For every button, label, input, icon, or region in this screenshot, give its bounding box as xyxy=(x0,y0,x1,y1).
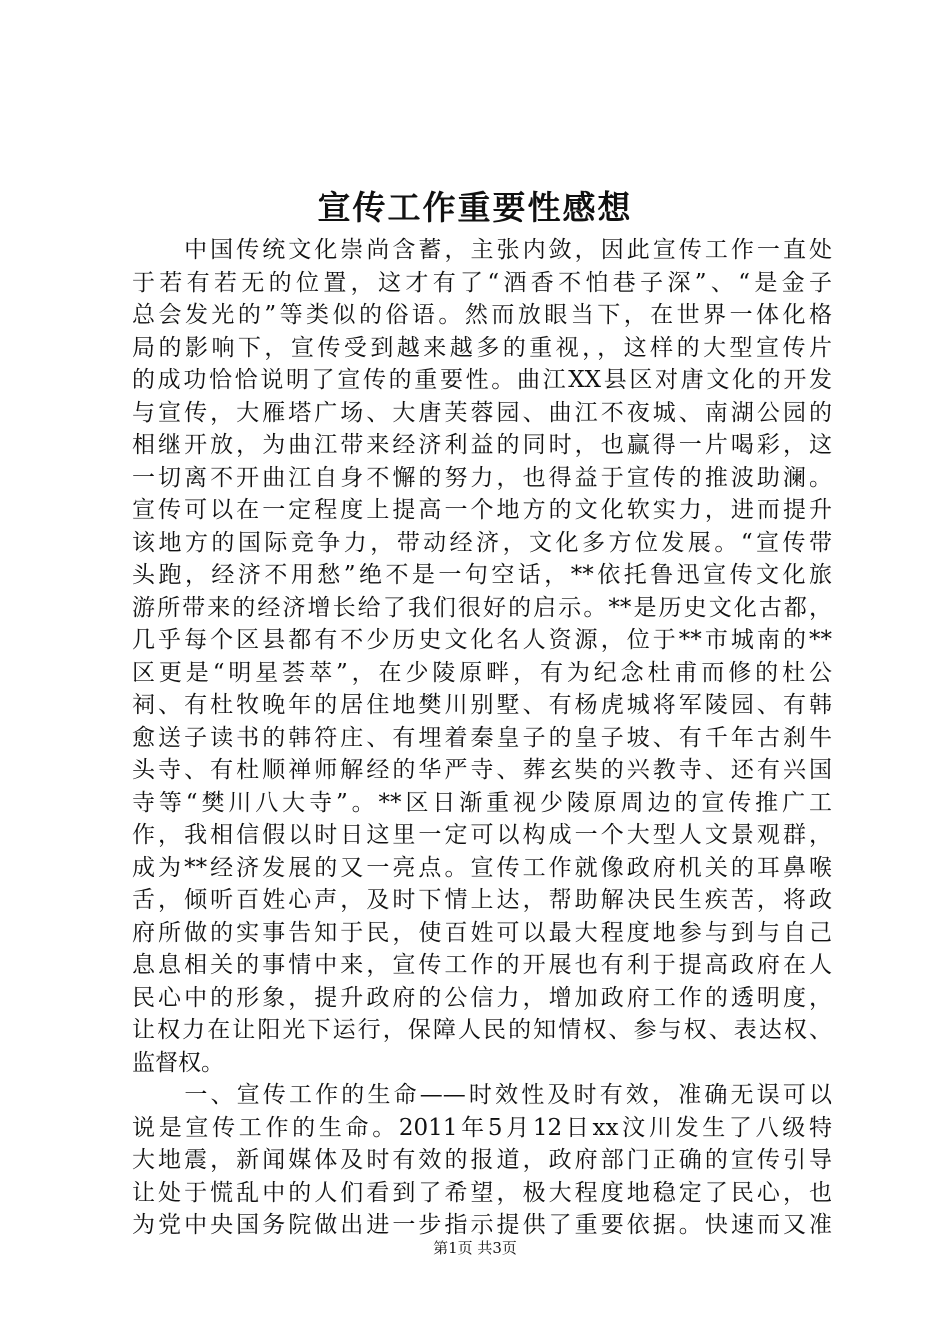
text-line: 头寺、有杜顺禅师解经的华严寺、葬玄奘的兴教寺、还有兴国 xyxy=(132,757,832,783)
text-line: 让权力在让阳光下运行，保障人民的知情权、参与权、表达权、 xyxy=(132,1017,832,1043)
text-line: 与宣传，大雁塔广场、大唐芙蓉园、曲江不夜城、南湖公园的 xyxy=(132,399,832,426)
text-line: 头跑，经济不用愁”绝不是一句空话，**依托鲁迅宣传文化旅 xyxy=(132,562,832,588)
text-line: 几乎每个区县都有不少历史文化名人资源，位于**市城南的** xyxy=(132,627,832,653)
text-line: 说是宣传工作的生命。2011年5月12日xx汶川发生了八级特 xyxy=(132,1114,832,1141)
text-line: 中国传统文化崇尚含蓄，主张内敛，因此宣传工作一直处 xyxy=(132,237,832,263)
text-line: 一、宣传工作的生命——时效性及时有效，准确无误可以 xyxy=(132,1082,832,1108)
text-line: 一切离不开曲江自身不懈的努力，也得益于宣传的推波助澜。 xyxy=(132,464,832,491)
text-line: 愈送子读书的韩符庄、有埋着秦皇子的皇子坡、有千年古刹牛 xyxy=(132,724,832,751)
text-line: 舌，倾听百姓心声，及时下情上达，帮助解决民生疾苦，将政 xyxy=(132,887,832,913)
text-line: 让处于慌乱中的人们看到了希望，极大程度地稳定了民心，也 xyxy=(132,1179,832,1206)
text-line: 游所带来的经济增长给了我们很好的启示。**是历史文化古都， xyxy=(132,594,832,621)
text-line: 该地方的国际竞争力，带动经济，文化多方位发展。“宣传带 xyxy=(132,529,832,556)
text-line: 相继开放，为曲江带来经济利益的同时，也赢得一片喝彩，这 xyxy=(132,432,832,458)
text-line: 作，我相信假以时日这里一定可以构成一个大型人文景观群， xyxy=(132,822,832,848)
text-line: 息息相关的事情中来，宣传工作的开展也有利于提高政府在人 xyxy=(132,952,832,978)
text-line: 成为**经济发展的又一亮点。宣传工作就像政府机关的耳鼻喉 xyxy=(132,854,832,881)
text-line: 总会发光的”等类似的俗语。然而放眼当下，在世界一体化格 xyxy=(132,302,832,328)
text-line: 民心中的形象，提升政府的公信力，增加政府工作的透明度， xyxy=(132,984,832,1011)
document-body xyxy=(132,234,832,1242)
text-line: 监督权。 xyxy=(132,1049,224,1076)
text-line: 于若有若无的位置，这才有了“酒香不怕巷子深”、“是金子 xyxy=(132,269,832,296)
text-line: 局的影响下，宣传受到越来越多的重视，，这样的大型宣传片 xyxy=(132,334,832,361)
text-line: 为党中央国务院做出进一步指示提供了重要依据。快速而又准 xyxy=(132,1212,832,1238)
text-line: 宣传可以在一定程度上提高一个地方的文化软实力，进而提升 xyxy=(132,497,832,523)
page-title: 宣传工作重要性感想 xyxy=(317,188,633,227)
text-line: 区更是“明星荟萃”，在少陵原畔，有为纪念杜甫而修的杜公 xyxy=(132,659,832,686)
text-line: 大地震，新闻媒体及时有效的报道，政府部门正确的宣传引导 xyxy=(132,1147,832,1173)
page-footer: 第1页 共3页 xyxy=(433,1239,517,1257)
text-line: 的成功恰恰说明了宣传的重要性。曲江XX县区对唐文化的开发 xyxy=(132,367,832,393)
text-line: 祠、有杜牧晚年的居住地樊川别墅、有杨虎城将军陵园、有韩 xyxy=(132,692,832,718)
text-line: 寺等“樊川八大寺”。**区日渐重视少陵原周边的宣传推广工 xyxy=(132,789,832,816)
text-line: 府所做的实事告知于民，使百姓可以最大程度地参与到与自己 xyxy=(132,919,832,946)
